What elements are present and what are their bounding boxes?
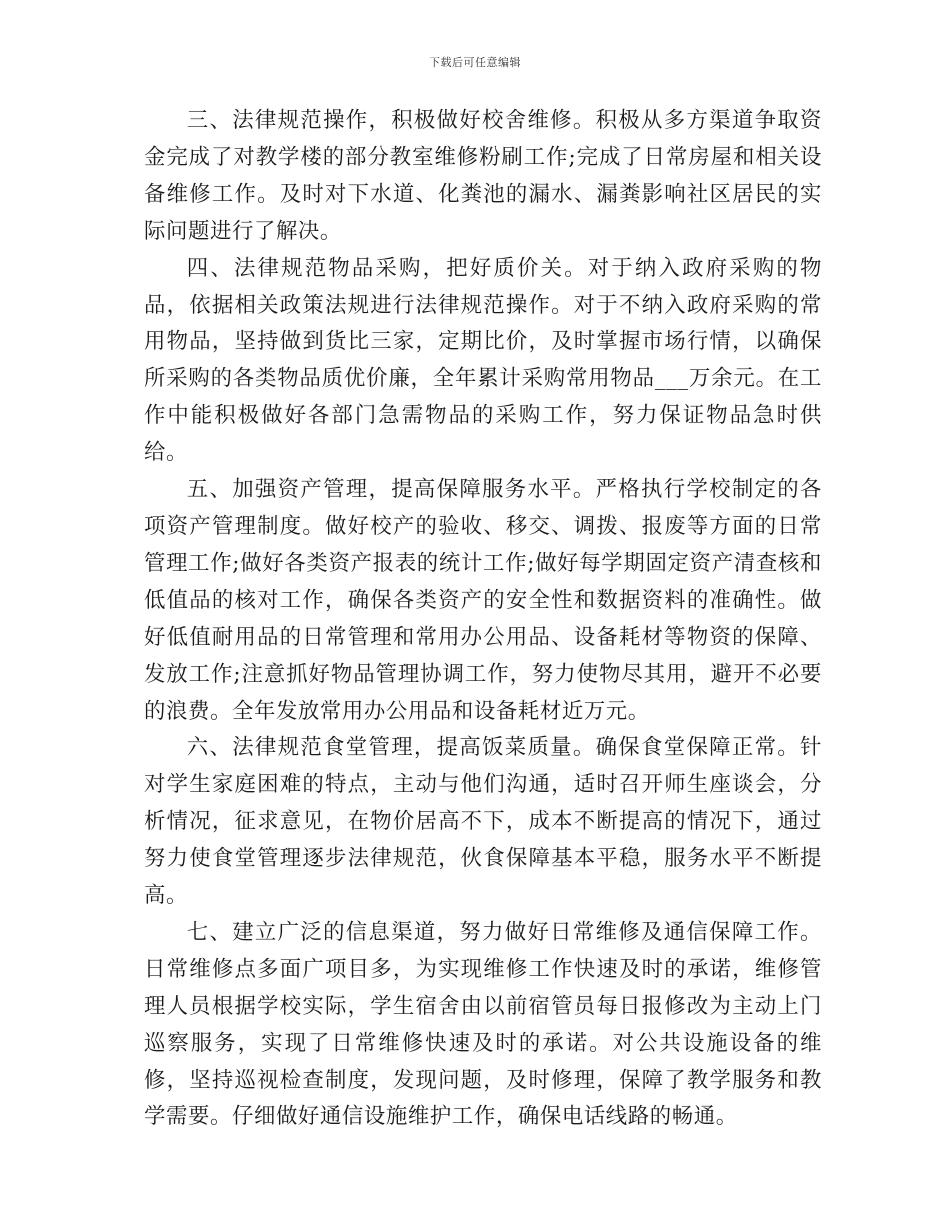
paragraph-5-asset-management: 五、加强资产管理，提高保障服务水平。严格执行学校制定的各项资产管理制度。做好校产的验收、移交、调拨、报废等方面的日常管理工作;做好各类资产报表的统计工作;做好每学期固定资产清查核和低值品的核对工作，确保各类资产的安全性和数据资料的准确性。做好低值耐用品的日常管理和常用办公用品、设备耗材等物资的保障、发放工作;注意抓好物品管理协调工作，努力使物尽其用，避开不必要的浪费。全年发放常用办公用品和设备耗材近万元。 bbox=[144, 477, 822, 724]
document-body bbox=[144, 103, 822, 1136]
paragraph-6-canteen-management: 六、法律规范食堂管理，提高饭菜质量。确保食堂保障正常。针对学生家庭困难的特点，主动与他们沟通，适时召开师生座谈会，分析情况，征求意见，在物价居高不下，成本不断提高的情况下，通过努力使食堂管理逐步法律规范，伙食保障基本平稳，服务水平不断提高。 bbox=[144, 735, 822, 909]
paragraph-4-procurement: 四、法律规范物品采购，把好质价关。对于纳入政府采购的物品，依据相关政策法规进行法律规范操作。对于不纳入政府采购的常用物品，坚持做到货比三家，定期比价，及时掌握市场行情，以确保所采购的各类物品质优价廉，全年累计采购常用物品___万余元。在工作中能积极做好各部门急需物品的采购工作，努力保证物品急时供给。 bbox=[144, 255, 822, 466]
paragraph-7-maintenance-communication: 七、建立广泛的信息渠道，努力做好日常维修及通信保障工作。日常维修点多面广项目多，为实现维修工作快速及时的承诺，维修管理人员根据学校实际，学生宿舍由以前宿管员每日报修改为主动上门巡察服务，实现了日常维修快速及时的承诺。对公共设施设备的维修，坚持巡视检查制度，发现问题，及时修理，保障了教学服务和教学需要。仔细做好通信设施维护工作，确保电话线路的畅通。 bbox=[144, 919, 822, 1130]
page-header: 下载后可任意编辑 bbox=[429, 56, 521, 69]
paragraph-3-school-repair: 三、法律规范操作，积极做好校舍维修。积极从多方渠道争取资金完成了对教学楼的部分教室维修粉刷工作;完成了日常房屋和相关设备维修工作。及时对下水道、化粪池的漏水、漏粪影响社区居民的实际问题进行了解决。 bbox=[144, 108, 822, 244]
